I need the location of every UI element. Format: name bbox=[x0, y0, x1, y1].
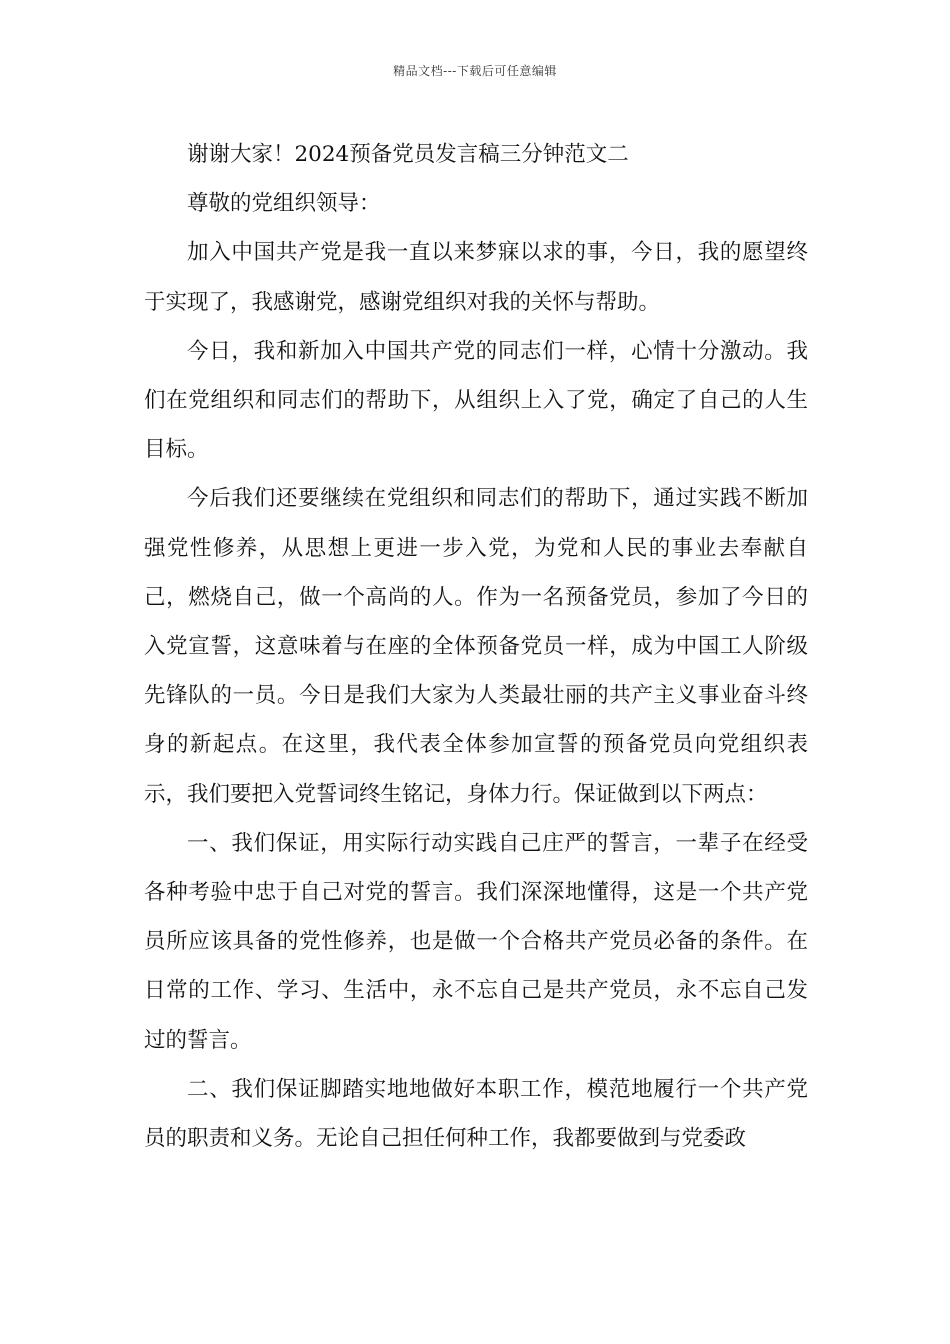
paragraph: 二、我们保证脚踏实地地做好本职工作，模范地履行一个共产党员的职责和义务。无论自己担任何种工作，我都要做到与党委政 bbox=[144, 1076, 808, 1152]
paragraph: 今后我们还要继续在党组织和同志们的帮助下，通过实践不断加强党性修养，从思想上更进一步入党，为党和人民的事业去奉献自己，燃烧自己，做一个高尚的人。作为一名预备党员，参加了今日的入党宣誓，这意味着与在座的全体预备党员一样，成为中国工人阶级先锋队的一员。今日是我们大家为人类最壮丽的共产主义事业奋斗终身的新起点。在这里，我代表全体参加宣誓的预备党员向党组织表示，我们要把入党誓词终生铭记，身体力行。保证做到以下两点： bbox=[144, 486, 808, 807]
salutation: 尊敬的党组织领导： bbox=[187, 191, 381, 217]
title-line: 谢谢大家！2024预备党员发言稿三分钟范文二 bbox=[187, 142, 629, 167]
paragraph: 加入中国共产党是我一直以来梦寐以求的事，今日，我的愿望终于实现了，我感谢党，感谢党组织对我的关怀与帮助。 bbox=[144, 240, 808, 315]
page-header: 精品文档---下载后可任意编辑 bbox=[393, 64, 557, 78]
paragraph: 今日，我和新加入中国共产党的同志们一样，心情十分激动。我们在党组织和同志们的帮助下，从组织上入了党，确定了自己的人生目标。 bbox=[144, 338, 808, 463]
document-body bbox=[144, 130, 808, 1163]
paragraph: 一、我们保证，用实际行动实践自己庄严的誓言，一辈子在经受各种考验中忠于自己对党的誓言。我们深深地懂得，这是一个共产党员所应该具备的党性修养，也是做一个合格共产党员必备的条件。在日常的工作、学习、生活中，永不忘自己是共产党员，永不忘自己发过的誓言。 bbox=[144, 830, 808, 1053]
